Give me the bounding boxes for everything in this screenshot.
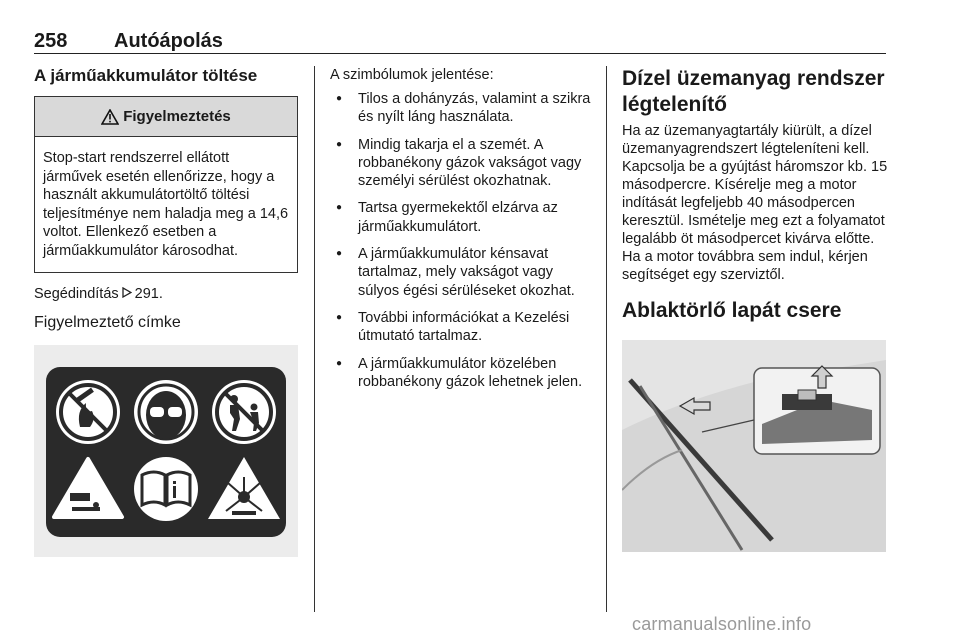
no-smoking-icon: [56, 380, 120, 444]
list-item: ● Tartsa gyermekektől elzárva az járműakkumulátort.: [330, 199, 592, 236]
page-number: 258: [34, 30, 68, 52]
page-ref-arrow-icon: [122, 285, 132, 303]
warning-title: Figyelmeztetés: [123, 108, 231, 125]
warning-box: [34, 96, 298, 273]
wiper-blade-image: [622, 340, 886, 552]
keep-children-away-icon: [212, 380, 276, 444]
list-item: ● Tilos a dohányzás, valamint a szikra és nyílt láng használata.: [330, 90, 592, 127]
diesel-bleeding-body: Ha az üzemanyagtartály kiürült, a dízel üzemanyagrendszert légteleníteni kell. Kapcsolja be a gyújtást háromszor kb. 15 másodpercre. Kísérelje meg a motor indítását legfeljebb 40 másodpercen keresztül. Ismételje meg ezt a folyamatot legalább öt másodpercet kivárva előtte. Ha a motor továbbra sem indul, kérjen segítséget egy szerviztől.: [622, 123, 888, 283]
warning-triangle-icon: [101, 109, 119, 125]
column-divider-2: [606, 66, 607, 612]
eye-protection-icon: [134, 380, 198, 444]
watermark: carmanualsonline.info: [632, 614, 812, 634]
list-item: ● Mindig takarja el a szemét. A robbanékony gázok vakságot vagy személyi sérülést okozhatnak.: [330, 136, 592, 191]
warning-label-image: [34, 345, 298, 557]
column-divider-1: [314, 66, 315, 612]
column-middle: [330, 66, 592, 400]
chapter-title: Autóápolás: [114, 30, 223, 52]
list-item: ● A járműakkumulátor közelében robbanékony gázok lehetnek jelen.: [330, 355, 592, 392]
read-manual-icon: [134, 457, 198, 521]
symbols-list: [330, 90, 592, 391]
warning-header: [35, 97, 297, 137]
wiper-blade-heading: Ablaktörlő lapát csere: [622, 299, 842, 322]
page-header: [34, 28, 886, 54]
explosive-gas-icon: [208, 457, 280, 519]
warning-label-plate: [46, 367, 286, 537]
list-item: ● További információkat a Kezelési útmutató tartalmaz.: [330, 309, 592, 346]
acid-hazard-icon: [54, 459, 122, 517]
diesel-bleeding-heading: Dízel üzemanyag rendszer légtelenítő: [622, 67, 885, 116]
list-item: ● A járműakkumulátor kénsavat tartalmaz, mely vakságot vagy súlyos égési sérüléseket okozhat.: [330, 245, 592, 300]
jump-start-reference: [34, 285, 298, 303]
battery-charging-heading: A járműakkumulátor töltése: [34, 66, 258, 85]
jump-start-page[interactable]: 291.: [134, 286, 163, 302]
warning-body: Stop-start rendszerrel ellátott járművek esetén ellenőrizze, hogy a használt akkumulátortöltő töltési teljesítménye nem haladja meg a 14,6 voltot. Ellenkező esetben a járműakkumulátor károsodhat.: [43, 150, 289, 259]
jump-start-text: Segédindítás: [34, 286, 119, 302]
warning-label-heading: Figyelmeztető címke: [34, 314, 181, 331]
column-right: [622, 66, 888, 552]
symbols-intro: A szimbólumok jelentése:: [330, 67, 494, 83]
column-left: [34, 66, 298, 557]
